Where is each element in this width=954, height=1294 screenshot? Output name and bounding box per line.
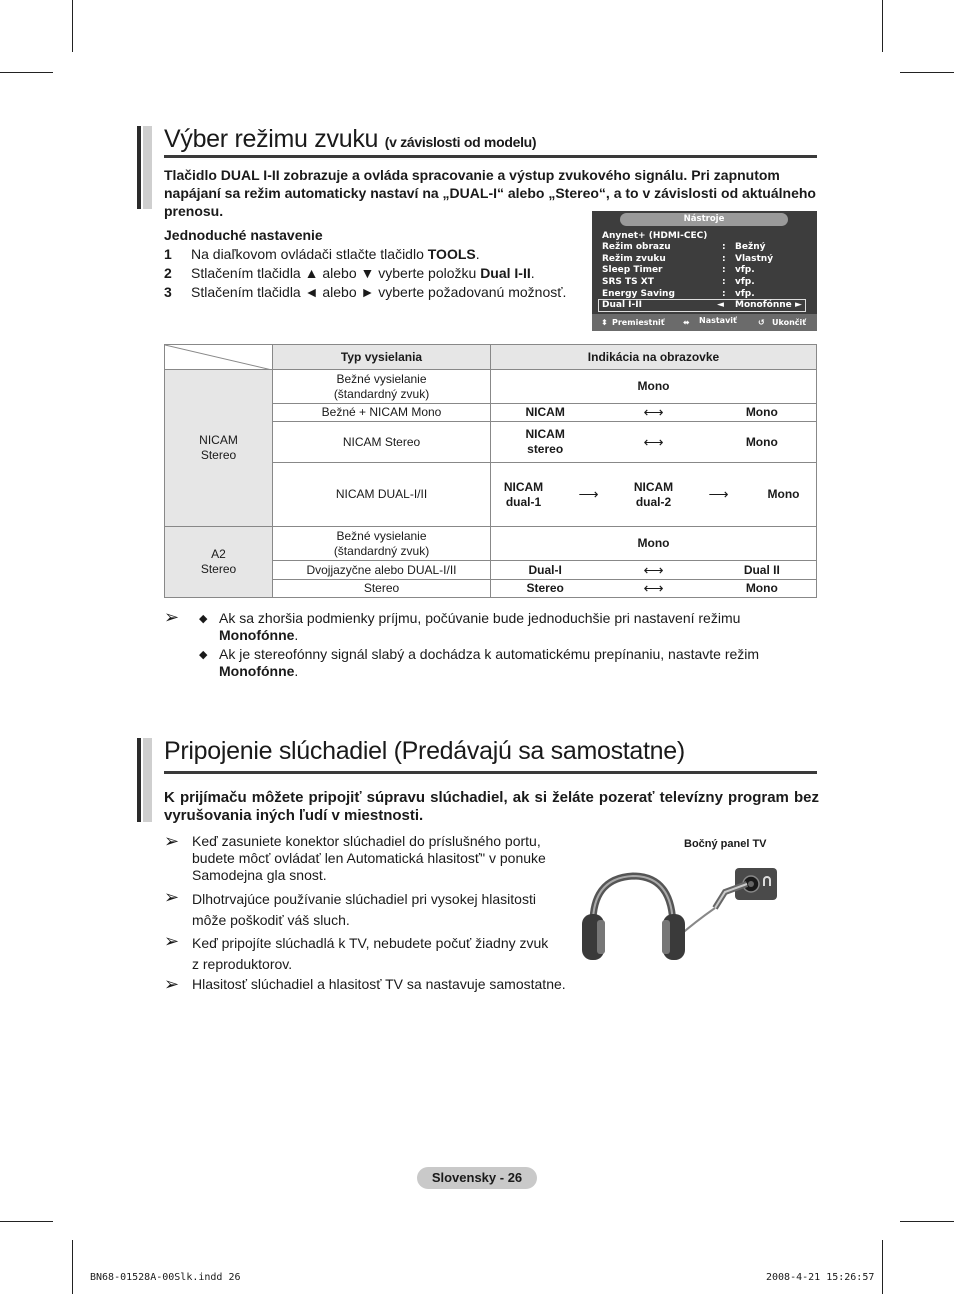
double-arrow-icon: ⟷ (643, 433, 664, 450)
crop-mark (900, 1221, 954, 1222)
crop-mark (72, 0, 73, 52)
up-down-icon: ⬍ (601, 318, 608, 327)
table-corner-cell (165, 345, 273, 370)
double-arrow-icon: ⟷ (643, 404, 664, 420)
table-cell: Stereo ⟷ Mono (491, 580, 817, 598)
osd-title: Nástroje (620, 213, 788, 226)
crop-mark (882, 0, 883, 52)
osd-row: Anynet+ (HDMI-CEC) (602, 231, 708, 241)
osd-row: Režim obrazu : Bežný (602, 242, 766, 252)
section-marker (137, 738, 141, 822)
broadcast-table (164, 344, 817, 598)
title-rule (164, 155, 817, 158)
bullet-diamond-icon: ◆ (199, 613, 208, 625)
title-rule (164, 771, 817, 774)
headphones-illustration (575, 862, 785, 966)
section-marker (137, 126, 141, 209)
crop-mark (882, 1240, 883, 1294)
table-cell: Mono (491, 527, 817, 561)
note-item: Keď zasuniete konektor slúchadiel do príslušného portu, budete môcť ovládať len Automatická hlasitosť" v ponuke Samodejna gla snost. (192, 833, 546, 883)
note-pointer-icon: ➢ (164, 931, 180, 951)
date-slug: 2008-4-21 15:26:57 (766, 1272, 875, 1283)
step-item: 2 Stlačením tlačidla ▲ alebo ▼ vyberte položku Dual I-II. (164, 265, 535, 281)
bullet-diamond-icon: ◆ (199, 649, 208, 661)
osd-row-selected: Dual I-II ◄ Monofónne ► (598, 299, 806, 312)
diagonal-line (165, 345, 272, 370)
table-cell: NICAM DUAL-I/II (273, 463, 491, 527)
right-arrow-icon: ► (795, 300, 802, 310)
table-cell: Mono (491, 370, 817, 404)
right-arrow-icon: ⟶ (578, 486, 599, 502)
note-pointer-icon: ➢ (164, 607, 180, 627)
table-cell: Dual-I ⟷ Dual II (491, 561, 817, 580)
section-title: Pripojenie slúchadiel (Predávajú sa samostatne) (164, 737, 685, 765)
table-header: Typ vysielania (273, 345, 491, 370)
file-slug: BN68-01528A-00Slk.indd 26 (90, 1272, 241, 1283)
section-marker (143, 738, 152, 822)
crop-mark (0, 72, 53, 73)
section-marker (143, 126, 152, 209)
right-arrow-icon: ⟶ (708, 486, 729, 502)
return-icon: ↺ (758, 318, 765, 327)
crop-mark (0, 1221, 53, 1222)
headphones-icon (582, 876, 685, 960)
simple-setting-heading: Jednoduché nastavenie (164, 227, 323, 243)
note-pointer-icon: ➢ (164, 974, 180, 994)
table-cell: NICAM dual-1 ⟶ NICAM dual-2 ⟶ Mono (491, 463, 817, 527)
note-item: Ak sa zhoršia podmienky príjmu, počúvanie bude jednoduchšie pri nastavení režimu Monofónne. (219, 610, 741, 643)
osd-footer: ⬍ Premiestniť ⬌ Nastaviť ↺ Ukončiť (592, 314, 817, 331)
osd-row: Režim zvuku : Vlastný (602, 254, 774, 264)
section-intro: K prijímaču môžete pripojiť súpravu slúchadiel, ak si želáte pozerať televízny program bez vyrušovania iných ľudí v miestnosti. (164, 789, 819, 824)
crop-mark (72, 1240, 73, 1294)
section-title: Výber režimu zvuku (v závislosti od modelu) (164, 125, 537, 153)
table-cell: Bežné vysielanie (štandardný zvuk) (273, 370, 491, 404)
note-item: Dlhotrvajúce používanie slúchadiel pri vysokej hlasitosti môže poškodiť váš sluch. (192, 891, 536, 928)
double-arrow-icon: ⟷ (643, 561, 664, 578)
table-cell: Bežné + NICAM Mono (273, 404, 491, 422)
osd-row: Energy Saving : vfp. (602, 289, 755, 299)
step-item: 1 Na diaľkovom ovládači stlačte tlačidlo TOOLS. (164, 246, 480, 262)
step-item: 3 Stlačením tlačidla ◄ alebo ► vyberte požadovanú možnosť. (164, 284, 567, 300)
figure-label: Bočný panel TV (684, 838, 767, 850)
group-cell: A2 Stereo (165, 527, 273, 598)
table-cell: Stereo (273, 580, 491, 598)
note-item: Hlasitosť slúchadiel a hlasitosť TV sa nastavuje samostatne. (192, 976, 566, 992)
note-pointer-icon: ➢ (164, 831, 180, 851)
table-cell: Bežné vysielanie (štandardný zvuk) (273, 527, 491, 561)
crop-mark (900, 72, 954, 73)
osd-row: Sleep Timer : vfp. (602, 265, 755, 275)
left-arrow-icon: ◄ (717, 300, 724, 310)
table-header: Indikácia na obrazovke (491, 345, 817, 370)
osd-row: SRS TS XT : vfp. (602, 277, 755, 287)
steps-list (164, 245, 584, 302)
tools-osd-menu (592, 211, 817, 331)
double-arrow-icon: ⟷ (643, 580, 664, 596)
note-pointer-icon: ➢ (164, 887, 180, 907)
group-cell: NICAM Stereo (165, 370, 273, 527)
table-cell: NICAM Stereo (273, 422, 491, 463)
table-cell: Dvojjazyčne alebo DUAL-I/II (273, 561, 491, 580)
note-item: Keď pripojíte slúchadlá k TV, nebudete počuť žiadny zvuk z reproduktorov. (192, 935, 549, 972)
table-cell: NICAM ⟷ Mono (491, 404, 817, 422)
left-right-icon: ⬌ (683, 318, 690, 327)
table-cell: NICAM stereo ⟷ Mono (491, 422, 817, 463)
page-number-badge: Slovensky - 26 (417, 1167, 537, 1189)
section-intro: Tlačidlo DUAL I-II zobrazuje a ovláda spracovanie a výstup zvukového signálu. Pri zapnutom napájaní sa režim automaticky nastaví na „DUAL-I“ alebo „Stereo“, a to v závislosti od aktuálneho prenosu. (164, 167, 816, 219)
note-item: Ak je stereofónny signál slabý a dochádza k automatickému prepínaniu, nastavte režim Monofónne. (219, 646, 760, 679)
section-title-note: (v závislosti od modelu) (384, 134, 537, 150)
